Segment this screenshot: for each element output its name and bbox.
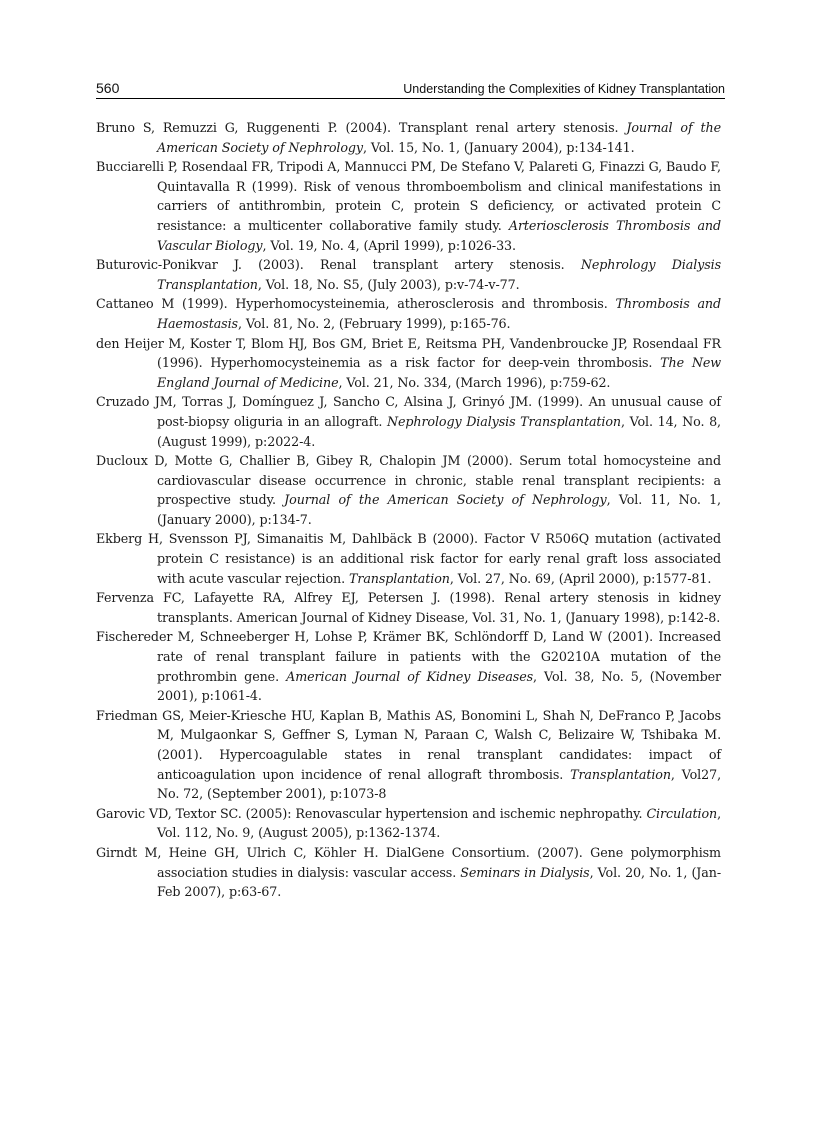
reference-item: Girndt M, Heine GH, Ulrich C, Köhler H. DialGene Consortium. (2007). Gene polymorphism association studies in dialysis: vascular access. Seminars in Dialysis, Vol. 20, No. 1, (Jan-Feb 2007), p:63-67. xyxy=(96,844,722,900)
reference-item: Cruzado JM, Torras J, Domínguez J, Sancho C, Alsina J, Grinyó JM. (1999). An unusual cause of post-biopsy oliguria in an allograft. Nephrology Dialysis Transplantation, Vol. 14, No. 8, (August 1999), p:2022-4. xyxy=(96,394,721,449)
reference-item: Buturovic-Ponikvar J. (2003). Renal transplant artery stenosis. Nephrology Dialysis Transplantation, Vol. 18, No. S5, (July 2003), p:v-74-v-77. xyxy=(96,257,721,292)
reference-item: Fischereder M, Schneeberger H, Lohse P, Krämer BK, Schlöndorff D, Land W (2001). Increased rate of renal transplant failure in patients with the G20210A mutation of the prothrombin gene. American Journal of Kidney Diseases, Vol. 38, No. 5, (November 2001), p:1061-4. xyxy=(96,629,721,704)
reference-item: Garovic VD, Textor SC. (2005): Renovascular hypertension and ischemic nephropathy. Circulation, Vol. 112, No. 9, (August 2005), p:1362-1374. xyxy=(96,805,721,841)
reference-item: den Heijer M, Koster T, Blom HJ, Bos GM, Briet E, Reitsma PH, Vandenbroucke JP, Rosendaal FR (1996). Hyperhomocysteinemia as a risk factor for deep-vein thrombosis. The New England Journal of Medicine, Vol. 21, No. 334, (March 1996), p:759-62. xyxy=(96,335,721,390)
reference-item: Friedman GS, Meier-Kriesche HU, Kaplan B, Mathis AS, Bonomini L, Shah N, DeFranco P, Jacobs M, Mulgaonkar S, Geffner S, Lyman N, Paraan C, Walsh C, Belizaire W, Tshibaka M.(2001). Hypercoagulable states in renal transplant candidates: impact of anticoagulation upon incidence of renal allograft thrombosis. Transplantation, Vol27, No. 72, (September 2001), p:1073-8 xyxy=(96,707,722,802)
reference-item: Bucciarelli P, Rosendaal FR, Tripodi A, Mannucci PM, De Stefano V, Palareti G, Finazzi G, Baudo F, Quintavalla R (1999). Risk of venous thromboembolism and clinical manifestations in carriers of antithrombin, protein C, protein S deficiency, or activated protein C resistance: a multicenter collaborative family study. Arteriosclerosis Thrombosis and Vascular Biology, Vol. 19, No. 4, (April 1999), p:1026-33. xyxy=(96,159,722,253)
reference-item: Cattaneo M (1999). Hyperhomocysteinemia, atherosclerosis and thrombosis. Thrombosis and Haemostasis, Vol. 81, No. 2, (February 1999), p:165-76. xyxy=(96,296,722,331)
page-number: 560 xyxy=(96,80,120,96)
running-title: Understanding the Complexities of Kidney Transplantation xyxy=(403,82,725,96)
reference-item: Fervenza FC, Lafayette RA, Alfrey EJ, Petersen J. (1998). Renal artery stenosis in kidney transplants. American Journal of Kidney Disease, Vol. 31, No. 1, (January 1998), p:142-8. xyxy=(96,590,721,625)
reference-list xyxy=(96,118,721,902)
reference-item: Bruno S, Remuzzi G, Ruggenenti P. (2004). Transplant renal artery stenosis. Journal of the American Society of Nephrology, Vol. 15, No. 1, (January 2004), p:134-141. xyxy=(96,120,721,155)
reference-item: Ducloux D, Motte G, Challier B, Gibey R, Chalopin JM (2000). Serum total homocysteine and cardiovascular disease occurrence in chronic, stable renal transplant recipients: a prospective study. Journal of the American Society of Nephrology, Vol. 11, No. 1, (January 2000), p:134-7. xyxy=(96,453,721,527)
page-header xyxy=(96,80,725,99)
reference-item: Ekberg H, Svensson PJ, Simanaitis M, Dahlbäck B (2000). Factor V R506Q mutation (activated protein C resistance) is an additional risk factor for early renal graft loss associated with acute vascular rejection. Transplantation, Vol. 27, No. 69, (April 2000), p:1577-81. xyxy=(96,531,721,586)
